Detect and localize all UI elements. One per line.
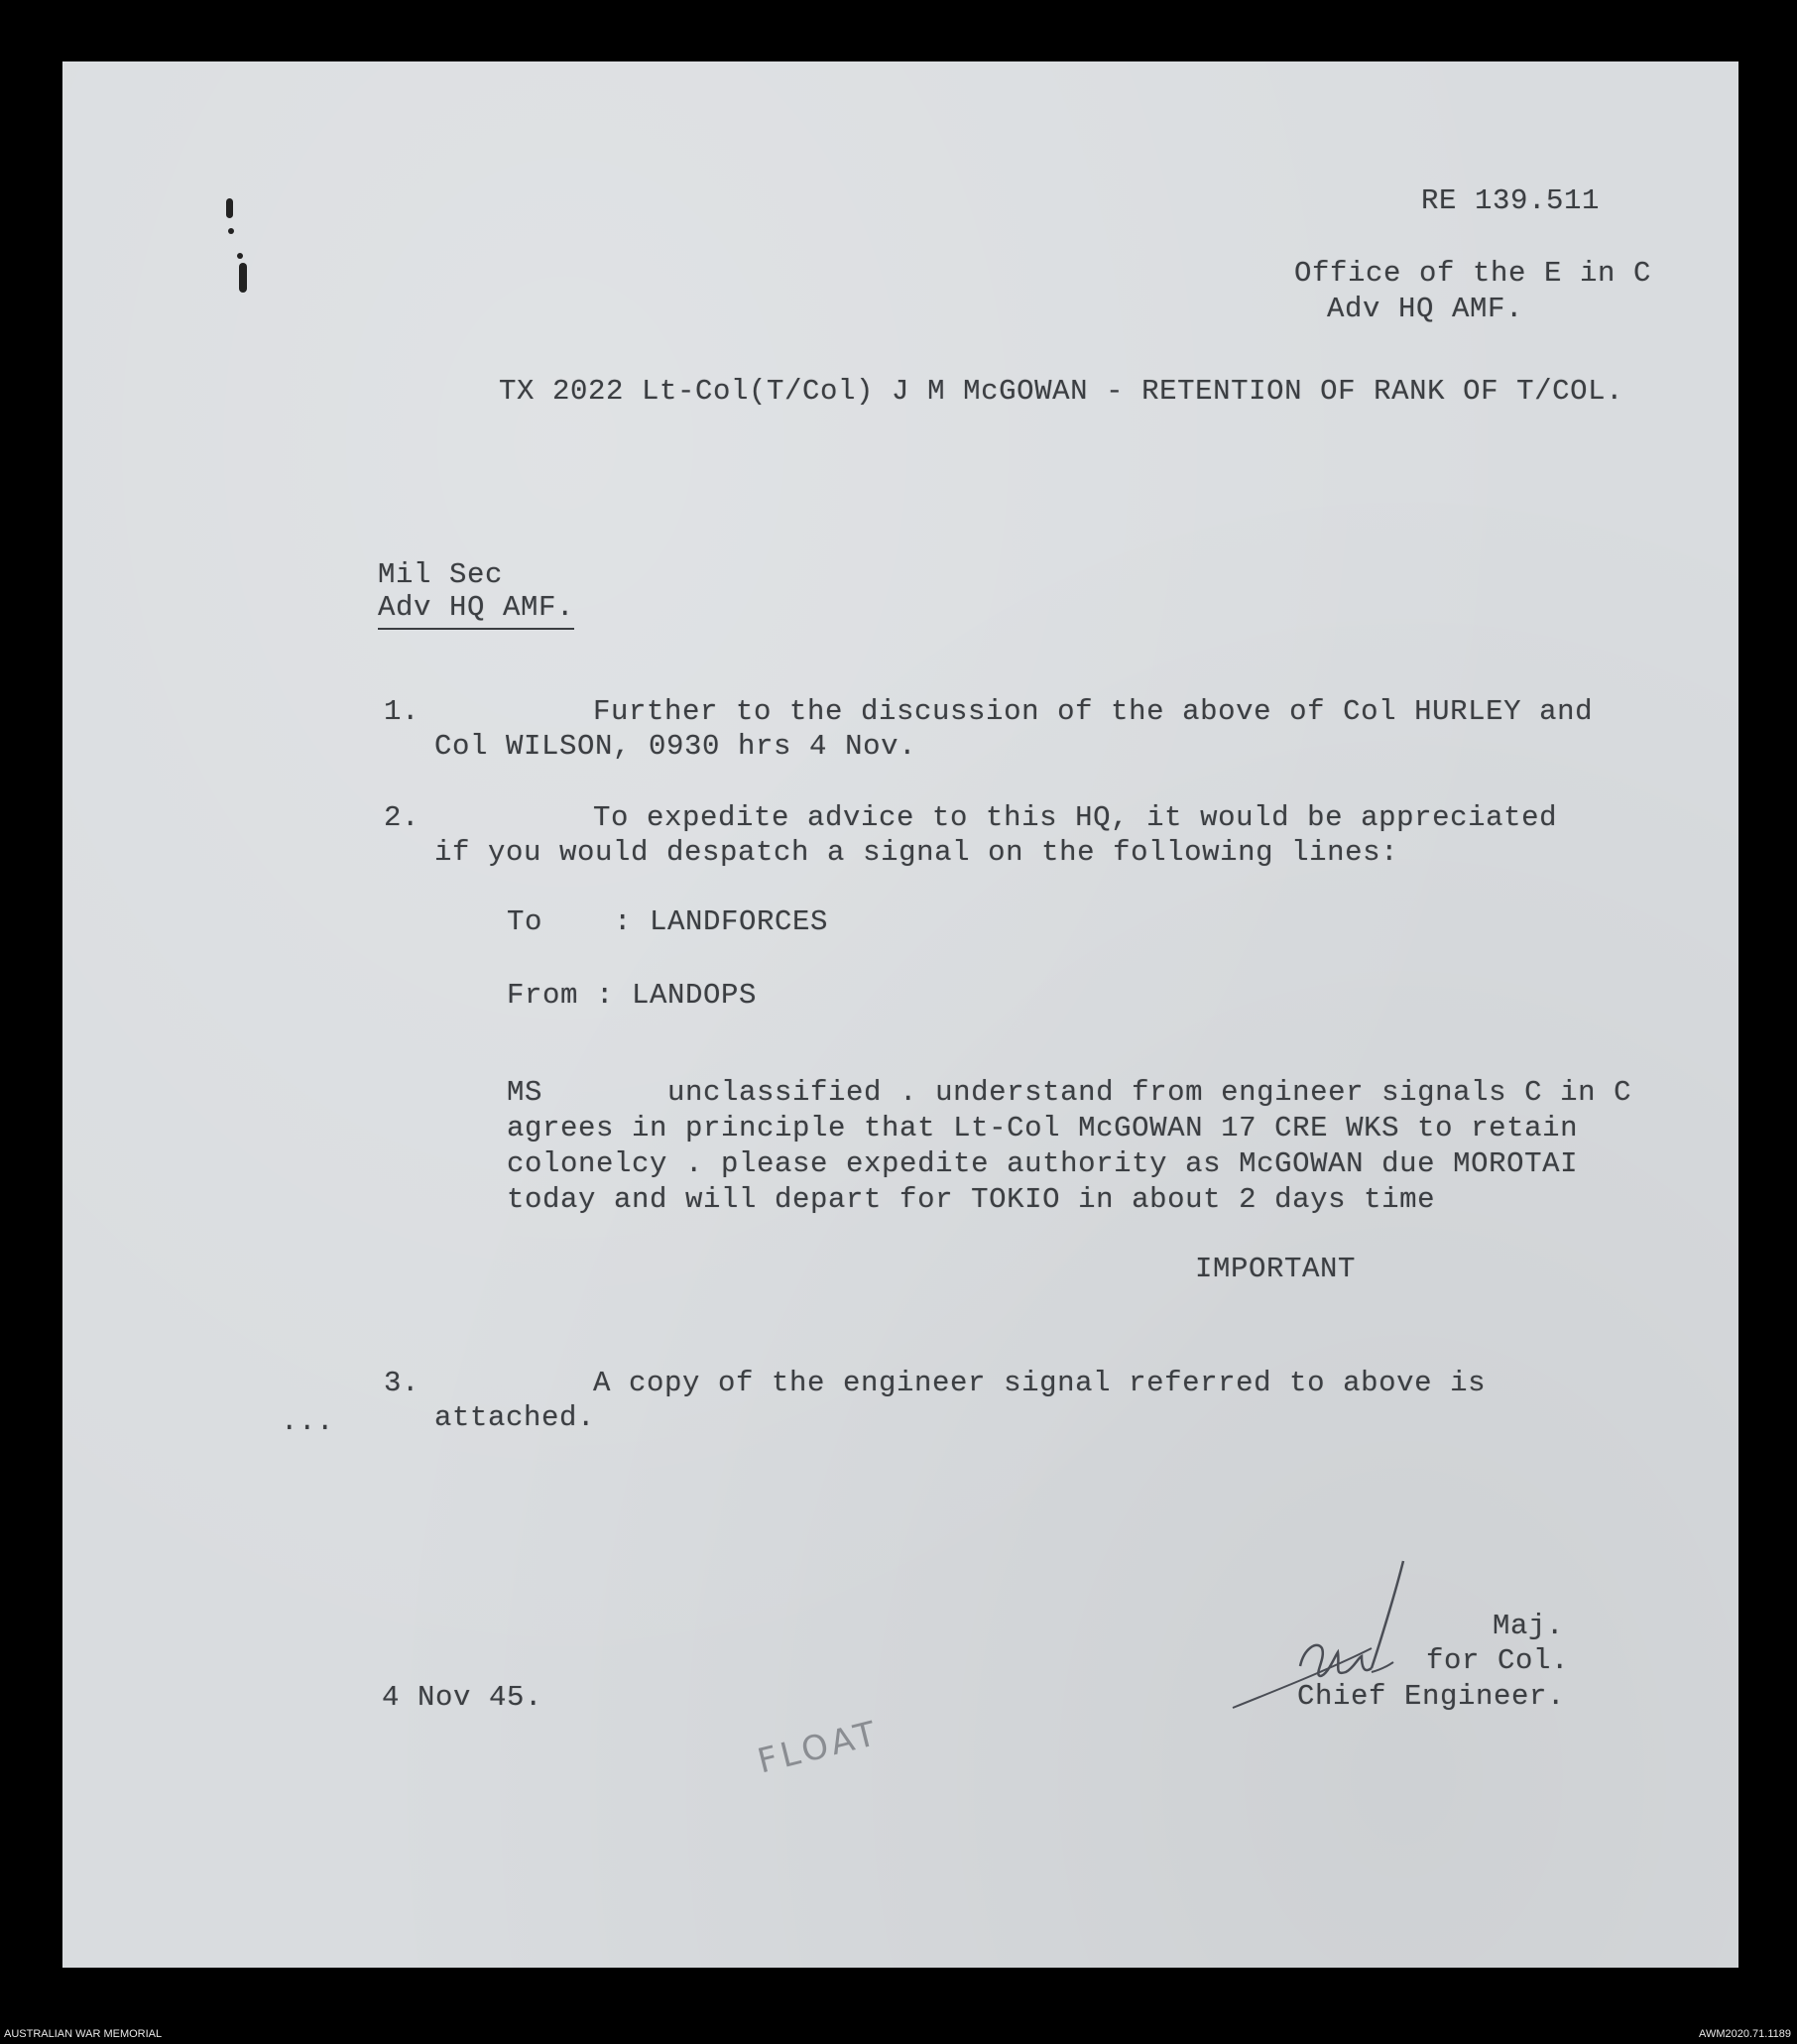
signal-priority: IMPORTANT [1195, 1253, 1357, 1285]
punch-hole-mark [239, 263, 247, 293]
document-date: 4 Nov 45. [382, 1681, 543, 1714]
paragraph-2-line-1: To expedite advice to this HQ, it would be appreciated [593, 801, 1558, 834]
signature-title: Chief Engineer. [1297, 1680, 1566, 1713]
footer-accession-number: AWM2020.71.1189 [1699, 2028, 1791, 2040]
paragraph-3-line-1: A copy of the engineer signal referred to above is [593, 1367, 1487, 1399]
reference-number: RE 139.511 [1421, 184, 1601, 217]
paragraph-1-line-1: Further to the discussion of the above of Col HURLEY and [593, 695, 1594, 728]
punch-hole-mark [228, 228, 234, 234]
footer-institution: AUSTRALIAN WAR MEMORIAL [4, 2028, 163, 2040]
office-line-2: Adv HQ AMF. [1327, 293, 1524, 325]
signature-rank: Maj. [1493, 1610, 1565, 1642]
paragraph-number: 3. [384, 1367, 420, 1399]
document-page [62, 61, 1738, 1968]
signal-body-line-2: agrees in principle that Lt-Col McGOWAN 17 CRE WKS to retain [507, 1112, 1579, 1144]
punch-hole-mark [226, 198, 233, 218]
punch-hole-mark [237, 253, 243, 259]
paragraph-2-line-2: if you would despatch a signal on the following lines: [434, 836, 1399, 869]
signal-body-line-4: today and will depart for TOKIO in about 2 days time [507, 1183, 1436, 1216]
handwritten-note: FLOAT [754, 1713, 884, 1782]
signal-body-line-3: colonelcy . please expedite authority as McGOWAN due MOROTAI [507, 1147, 1579, 1180]
addressee-line-1: Mil Sec [378, 558, 504, 591]
paragraph-1-line-2: Col WILSON, 0930 hrs 4 Nov. [434, 730, 917, 763]
signal-to: To : LANDFORCES [507, 905, 829, 938]
enclosure-mark: ... [281, 1405, 335, 1438]
addressee-line-2: Adv HQ AMF. [378, 590, 574, 630]
paragraph-number: 2. [384, 801, 420, 834]
signature-for: for Col. [1426, 1644, 1570, 1677]
office-line-1: Office of the E in C [1294, 257, 1652, 290]
paragraph-number: 1. [384, 695, 420, 728]
subject-line: TX 2022 Lt-Col(T/Col) J M McGOWAN - RETENTION OF RANK OF T/COL. [499, 375, 1624, 408]
signal-from: From : LANDOPS [507, 979, 758, 1012]
paragraph-3-line-2: attached. [434, 1401, 596, 1434]
signal-body-line-1: MS unclassified . understand from engineer signals C in C [507, 1076, 1632, 1109]
